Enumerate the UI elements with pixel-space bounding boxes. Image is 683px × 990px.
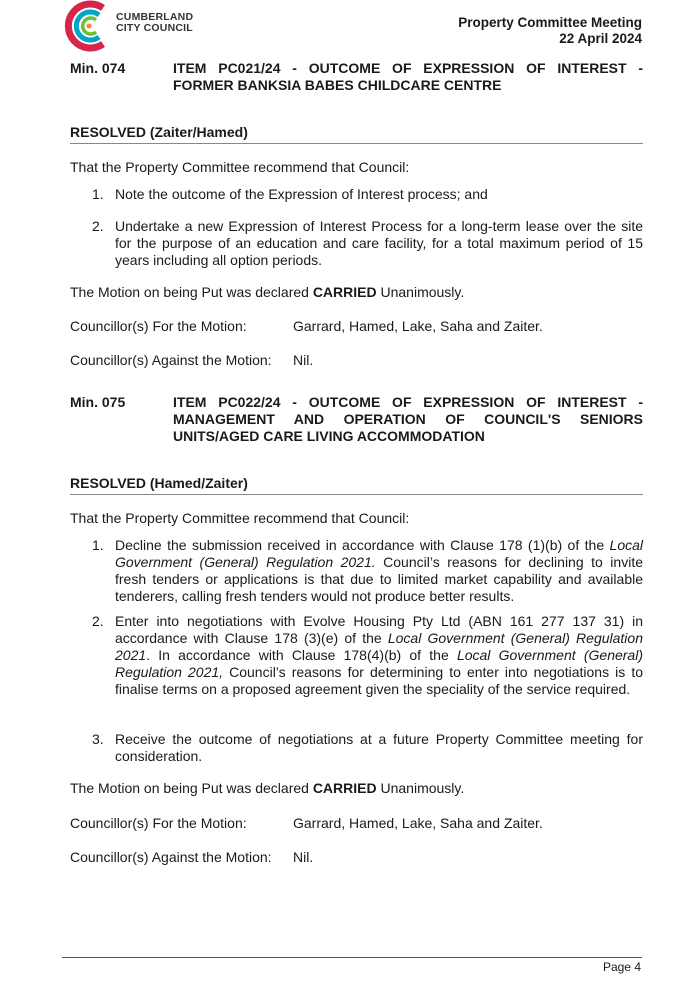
list-number: 1. (92, 537, 104, 553)
votes-against-value: Nil. (293, 352, 314, 368)
list-item (92, 537, 643, 605)
meeting-date: 22 April 2024 (559, 31, 642, 46)
list-item (92, 186, 643, 203)
council-logo (63, 0, 203, 52)
motion-carried: CARRIED (312, 780, 377, 796)
meeting-title: Property Committee Meeting (458, 15, 642, 30)
minute-number: Min. 074 (70, 60, 126, 76)
intro-text: That the Property Committee recommend that Council: (70, 510, 410, 526)
votes-for-label: Councillor(s) For the Motion: (70, 318, 247, 334)
motion-text: The Motion on being Put was declared (70, 780, 313, 796)
logo-wordmark (116, 12, 193, 34)
list-item (92, 613, 643, 698)
resolved-heading: RESOLVED (Hamed/Zaiter) (70, 475, 643, 495)
votes-against-value: Nil. (293, 849, 314, 865)
list-number: 1. (92, 186, 104, 202)
votes-against-label: Councillor(s) Against the Motion: (70, 849, 272, 865)
minute-title: ITEM PC021/24 - OUTCOME OF EXPRESSION OF INTEREST - FORMER BANKSIA BABES CHILDCARE CENTRE (173, 60, 643, 93)
minute-number: Min. 075 (70, 394, 126, 410)
resolved-heading: RESOLVED (Zaiter/Hamed) (70, 124, 643, 144)
meeting-header (458, 15, 642, 47)
motion-text: Unanimously. (376, 780, 465, 796)
logo-line1: CUMBERLAND (116, 11, 194, 23)
list-item (92, 731, 643, 765)
list-text: Undertake a new Expression of Interest Process for a long-term lease over the site for the purpose of an education and care facility, for a total maximum period of 15 years including all option periods. (115, 218, 643, 268)
list-number: 3. (92, 731, 104, 747)
list-number: 2. (92, 218, 104, 234)
council-logo-icon (63, 0, 115, 52)
list-text: Receive the outcome of negotiations at a future Property Committee meeting for consideration. (115, 731, 643, 764)
minute-title: ITEM PC022/24 - OUTCOME OF EXPRESSION OF INTEREST - MANAGEMENT AND OPERATION OF COUNCIL'S SENIORS UNITS/AGED CARE LIVING ACCOMMODATION (173, 394, 643, 444)
motion-text: The Motion on being Put was declared (70, 284, 313, 300)
intro-text: That the Property Committee recommend that Council: (70, 159, 410, 175)
votes-for-value: Garrard, Hamed, Lake, Saha and Zaiter. (293, 318, 543, 334)
logo-line2: CITY COUNCIL (116, 22, 193, 34)
list-text: Decline the submission received in accordance with Clause 178 (1)(b) of the Local Government (General) Regulation 2021. Council’s reasons for declining to invite fresh tenders or applications is that due to limited market capability and available tenderers, calling fresh tenders would not produce better results. (115, 537, 643, 604)
votes-for-label: Councillor(s) For the Motion: (70, 815, 247, 831)
list-item (92, 218, 643, 269)
votes-for-value: Garrard, Hamed, Lake, Saha and Zaiter. (293, 815, 543, 831)
motion-text: Unanimously. (376, 284, 465, 300)
votes-against-label: Councillor(s) Against the Motion: (70, 352, 272, 368)
motion-result (70, 780, 643, 797)
page-number: Page 4 (602, 960, 641, 974)
footer-divider (62, 957, 642, 958)
list-number: 2. (92, 613, 104, 629)
list-text: Enter into negotiations with Evolve Housing Pty Ltd (ABN 161 277 137 31) in accordance with Clause 178 (3)(e) of the Local Government (General) Regulation 2021. In accordance with Clause 178(4)(b) of the Local Government (General) Regulation 2021, Council’s reasons for determining to enter into negotiations is to finalise terms on a proposed agreement given the speciality of the service required. (115, 613, 643, 697)
motion-result (70, 284, 643, 301)
list-text: Note the outcome of the Expression of Interest process; and (115, 186, 488, 202)
motion-carried: CARRIED (312, 284, 377, 300)
